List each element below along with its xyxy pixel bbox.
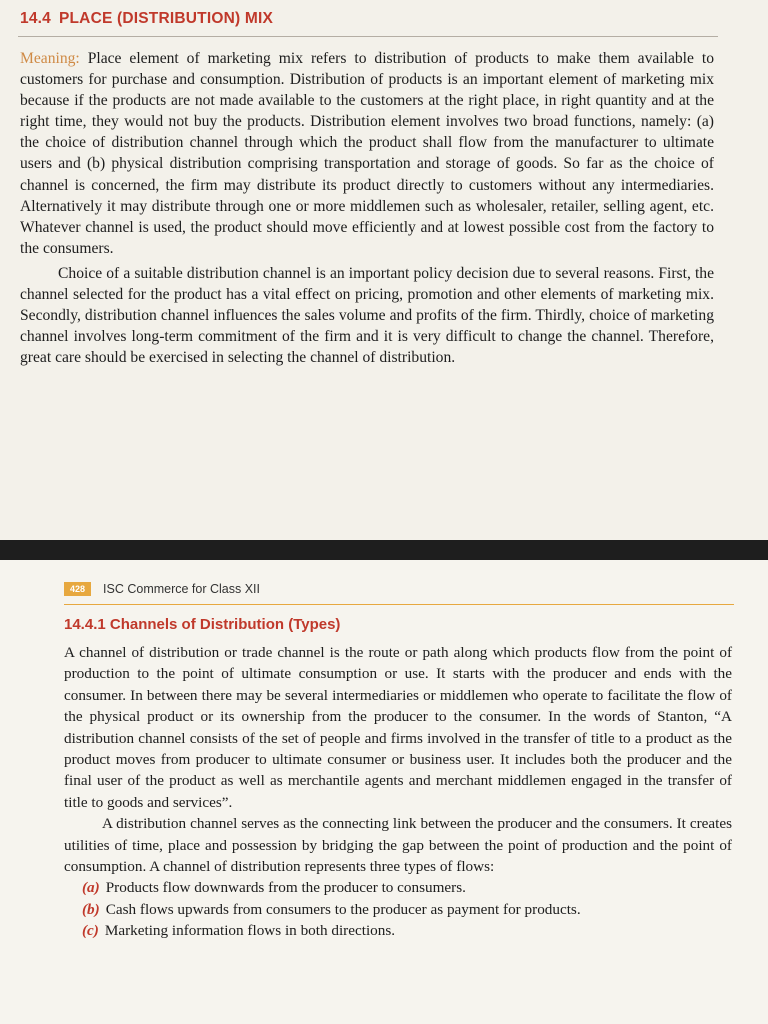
section-paragraph-1-text: Place element of marketing mix refers to distribution of products to make them available to customers for purchase and consumption. Distribution of products is an important element of marketing mix because if the products are not made available to the customers at the right place, in right quantity and at the right time, they would not buy the products. Distribution element involves two broad functions, namely: (a) the choice of distribution channel through which the product shall flow from the manufacturer to ultimate users and (b) physical distribution comprising transportation and storage of goods. So far as the choice of channel is concerned, the firm may distribute its product directly to customers without any intermediaries. Alternatively it may distribute through one or more middlemen such as wholesaler, retailer, selling agent, etc. Whatever channel is used, the product should move efficiently and at lowest possible cost from the factory to the consumers. [20,50,714,257]
section-paragraph-2: Choice of a suitable distribution channel is an important policy decision due to several reasons. First, the channel selected for the product has a vital effect on pricing, promotion and other elements of marketing mix. Secondly, distribution channel influences the sales volume and profits of the firm. Thirdly, choice of marketing channel involves long-term commitment of the firm and it is very difficult to change the channel. Therefore, great care should be exercised in selecting the channel of distribution. [20,264,714,367]
page-number-badge: 428 [64,582,91,596]
page-bottom [0,560,768,1024]
list-item [82,899,732,920]
lead-term: Meaning: [20,50,80,67]
list-item [82,877,732,898]
running-header-rule [64,604,734,605]
section-number: 14.4 [20,10,51,27]
subsection-body [64,642,732,942]
section-title: PLACE (DISTRIBUTION) MIX [58,10,274,27]
flow-label: (b) [82,900,100,918]
running-header [64,582,260,596]
list-item [82,920,732,941]
book-title: ISC Commerce for Class XII [103,582,261,596]
flow-text: Marketing information flows in both directions. [104,922,396,940]
subsection-paragraph-2: A distribution channel serves as the connecting link between the producer and the consumers. It creates utilities of time, place and possession by bridging the gap between the point of production and the point of consumption. A channel of distribution represents three types of flows: [64,815,732,876]
page-gap [0,540,768,560]
flow-text: Products flow downwards from the producer to consumers. [105,879,466,897]
heading-rule [18,36,718,39]
section-paragraph-1 [20,48,714,259]
section-body [20,48,714,368]
subsection-paragraph-1: A channel of distribution or trade channel is the route or path along which products flow from the point of production to the point of ultimate consumption or use. It starts with the producer and ends with the consumer. In between there may be several intermediaries or middlemen who operate to facilitate the flow of the physical product or its ownership from the producer to the consumer. In the words of Stanton, “A distribution channel consists of the set of people and firms involved in the transfer of title to a product as the product moves from producer to ultimate consumer or business user. It includes both the producer and the final user of the product as well as merchantile agents and merchant middlemen engaged in the transfer of title to goods and services”. [64,644,732,811]
flow-label: (c) [82,922,99,940]
flow-text: Cash flows upwards from consumers to the producer as payment for products. [105,900,581,918]
flows-list [64,877,732,941]
subsection-heading: 14.4.1 Channels of Distribution (Types) [64,616,341,633]
section-heading [20,10,273,28]
flow-label: (a) [82,879,100,897]
